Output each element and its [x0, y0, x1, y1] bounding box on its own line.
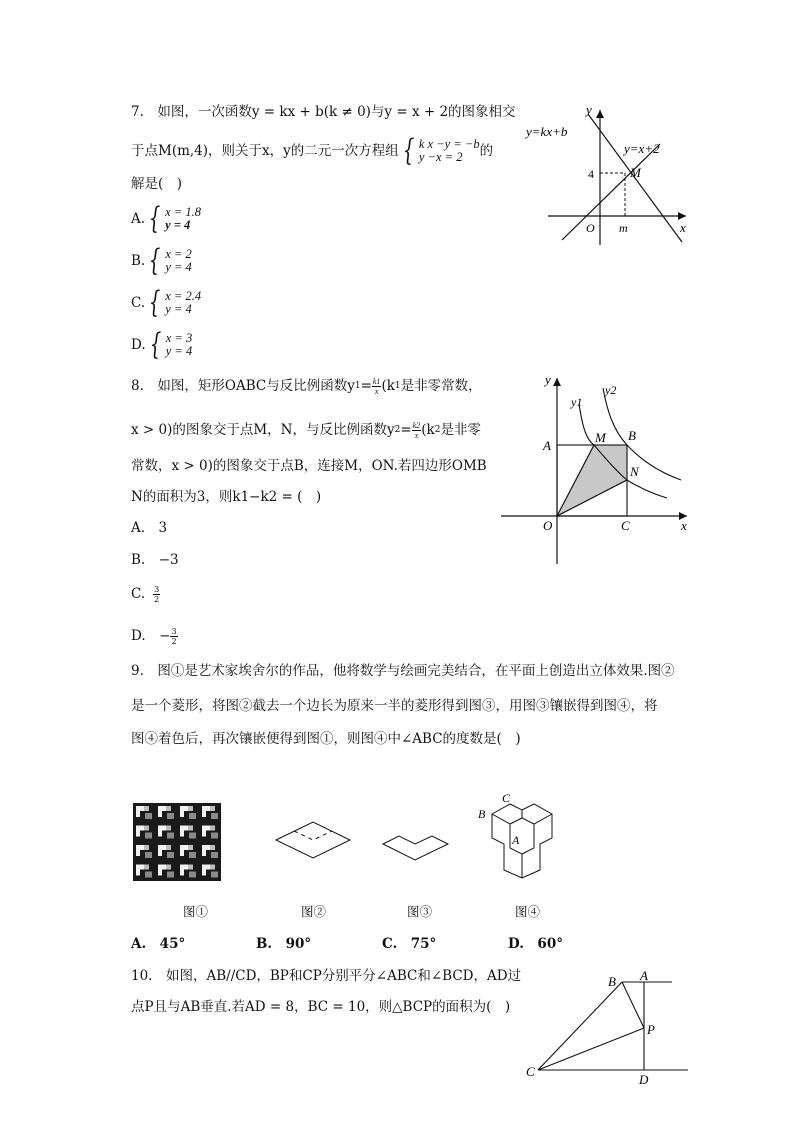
q8-y1-label: y1: [571, 395, 583, 409]
q7-y-arrow: [596, 110, 604, 118]
q10-d-label: D: [639, 1072, 649, 1087]
q9-fig1-escher: [133, 803, 221, 881]
q9-option-b[interactable]: B. 90°: [256, 936, 312, 952]
q10-b-label: B: [608, 974, 616, 989]
q7-m-label: m: [619, 221, 628, 235]
q7-equation-system: { k x −y = −b y −x = 2: [402, 133, 480, 168]
q7-graph: [520, 100, 700, 250]
q8-eq-sign2: =: [400, 422, 412, 438]
q10-c-label: C: [526, 1064, 535, 1079]
q8-frac1: [372, 377, 382, 396]
q8-n-label: N: [630, 464, 639, 479]
q9-fig1-pattern: [133, 803, 221, 881]
q10-line-bp: [622, 982, 644, 1028]
q8-option-d-frac: [170, 627, 177, 646]
q8-eq-sign1: =: [360, 378, 372, 394]
q8-frac2-num: k2: [412, 420, 421, 430]
q7-line2: [131, 133, 494, 168]
q7-y-label: y: [586, 102, 592, 117]
q7-option-a-y: y = 4: [165, 218, 191, 232]
q8-frac2-den: x: [414, 430, 419, 440]
q9-fig2-outline: [276, 822, 350, 858]
q10-line-cp: [538, 1028, 644, 1070]
q7-x-arrow: [678, 212, 686, 220]
q8-sub1: 1: [354, 381, 361, 391]
q8-y-arrow: [553, 378, 561, 386]
q7-option-c[interactable]: [131, 285, 202, 320]
q7-option-a-system: { x = 1.8 y = 4: [148, 201, 201, 236]
q10-figure: [520, 968, 695, 1090]
q8-option-a[interactable]: A. 3: [131, 520, 168, 536]
q9-line3: 图④着色后，再次镶嵌便得到图①，则图④中∠ABC的度数是( ): [131, 731, 521, 747]
q7-option-b-x: x = 2: [165, 247, 192, 261]
q7-x2-label: y=x+2: [624, 141, 660, 156]
q7-line2-text: 于点M(m,4)，则关于x，y的二元一次方程组: [131, 143, 399, 159]
q8-line1: [131, 376, 482, 396]
q9-line1: 9. 图①是艺术家埃舍尔的作品，他将数学与绘画完美结合，在平面上创造出立体效果.图②: [131, 663, 675, 679]
q7-kxb-label: y=kx+b: [526, 124, 568, 139]
q8-shaded-quad: [557, 445, 627, 516]
q8-option-c-frac: [153, 585, 160, 604]
q8-line1-end: 是非零常数，: [400, 378, 482, 394]
q9-fig3-outline: [383, 836, 448, 860]
q8-line1-k: (k: [381, 378, 395, 394]
q9-fig4-tiling: [472, 790, 572, 882]
q7-option-d-system: { x = 3 y = 4: [149, 327, 193, 362]
q8-y2-label: y2: [605, 383, 617, 397]
q7-x-label: x: [680, 220, 686, 235]
q8-m-label: M: [595, 430, 606, 445]
q10-line1: 10. 如图，AB//CD，BP和CP分别平分∠ABC和∠BCD，AD过: [131, 968, 522, 984]
q9-caption-3: 图③: [407, 904, 433, 919]
q8-line3: 常数，x > 0)的图象交于点B，连接M，ON.若四边形OMB: [131, 458, 487, 474]
q9-caption-1: 图①: [183, 904, 209, 919]
q7-option-b-label: B.: [131, 253, 146, 269]
q7-option-a[interactable]: [131, 201, 201, 236]
q9-option-a[interactable]: A. 45°: [131, 936, 186, 952]
q8-option-d-label: D. −: [131, 628, 171, 644]
q8-o-label: O: [543, 518, 553, 533]
q7-option-a-x: x = 1.8: [165, 205, 201, 219]
q8-option-d-num: 3: [171, 626, 177, 636]
q8-y-label: y: [545, 372, 551, 387]
q8-option-d-den: 2: [171, 636, 177, 646]
q8-frac1-num: k1: [372, 376, 381, 386]
q7-option-d[interactable]: [131, 327, 193, 362]
q8-sub2: 2: [394, 425, 401, 435]
q8-option-d[interactable]: [131, 626, 178, 646]
q8-x-label: x: [681, 518, 687, 533]
q8-line2-end: 是非零: [440, 422, 481, 438]
q7-option-c-x: x = 2.4: [165, 289, 202, 303]
q8-k2-sub: 2: [434, 425, 441, 435]
q8-line2-k: (k: [421, 422, 435, 438]
q8-frac2: [412, 421, 422, 440]
q9-option-d[interactable]: D. 60°: [508, 936, 563, 952]
q8-line4: N的面积为3，则k1−k2 = ( ): [131, 489, 322, 505]
q8-line1-text: 8. 如图，矩形OABC与反比例函数y: [131, 378, 355, 394]
q10-a-label: A: [640, 968, 648, 983]
q7-origin-label: O: [586, 221, 595, 235]
q7-option-c-y: y = 4: [165, 302, 192, 316]
q8-graph: [495, 368, 695, 568]
q9-caption-4: 图④: [515, 904, 541, 919]
q10-p-label: P: [647, 1022, 655, 1037]
q10-line2: 点P且与AB垂直.若AD = 8，BC = 10，则△BCP的面积为( ): [131, 999, 511, 1015]
q8-line2: [131, 420, 481, 440]
q7-m-point-label: M: [630, 165, 641, 180]
q9-fig4-a-label: A: [512, 833, 520, 847]
q7-option-a-label: A.: [131, 211, 146, 227]
q7-option-b[interactable]: [131, 243, 192, 278]
q10-line-bc: [538, 982, 622, 1070]
q8-line2-text: x > 0)的图象交于点M，N，与反比例函数y: [131, 422, 395, 438]
q9-option-c[interactable]: C. 75°: [382, 936, 437, 952]
q9-fig2-rhombus: [272, 818, 354, 862]
q9-fig2-dash: [294, 831, 332, 840]
q8-a-label: A: [543, 438, 551, 453]
q7-option-b-y: y = 4: [165, 260, 192, 274]
q7-option-d-x: x = 3: [165, 331, 193, 345]
q9-fig4-c-label: C: [502, 791, 511, 805]
q8-option-c[interactable]: [131, 584, 160, 604]
q7-option-d-y: y = 4: [165, 344, 193, 358]
q7-option-d-label: D.: [131, 337, 146, 353]
q7-option-c-label: C.: [131, 295, 146, 311]
q7-line2-end: 的: [479, 143, 494, 159]
q7-option-b-system: { x = 2 y = 4: [149, 243, 192, 278]
q7-line1: 7. 如图，一次函数y = kx + b(k ≠ 0)与y = x + 2的图象相交: [131, 104, 516, 120]
q7-option-c-system: { x = 2.4 y = 4: [148, 285, 202, 320]
q8-option-c-den: 2: [154, 594, 160, 604]
q8-b-label: B: [628, 428, 636, 443]
q7-eq1: k x −y = −b: [418, 137, 480, 151]
q9-caption-2: 图②: [301, 904, 327, 919]
q8-frac1-den: x: [374, 386, 379, 396]
q7-four-label: 4: [588, 167, 594, 181]
q8-option-b[interactable]: B. −3: [131, 552, 179, 568]
q7-line3: 解是( ): [131, 176, 183, 192]
q8-option-c-label: C.: [131, 586, 146, 602]
q8-option-c-num: 3: [154, 584, 160, 594]
q7-eq2: y −x = 2: [418, 150, 463, 164]
q8-c-label: C: [621, 518, 630, 533]
q9-line2: 是一个菱形，将图②截去一个边长为原来一半的菱形得到图③，用图③镶嵌得到图④，将: [131, 698, 658, 714]
q9-fig3-shape: [380, 824, 452, 864]
q8-k1-sub: 1: [394, 381, 401, 391]
q9-fig4-b-label: B: [478, 807, 486, 821]
